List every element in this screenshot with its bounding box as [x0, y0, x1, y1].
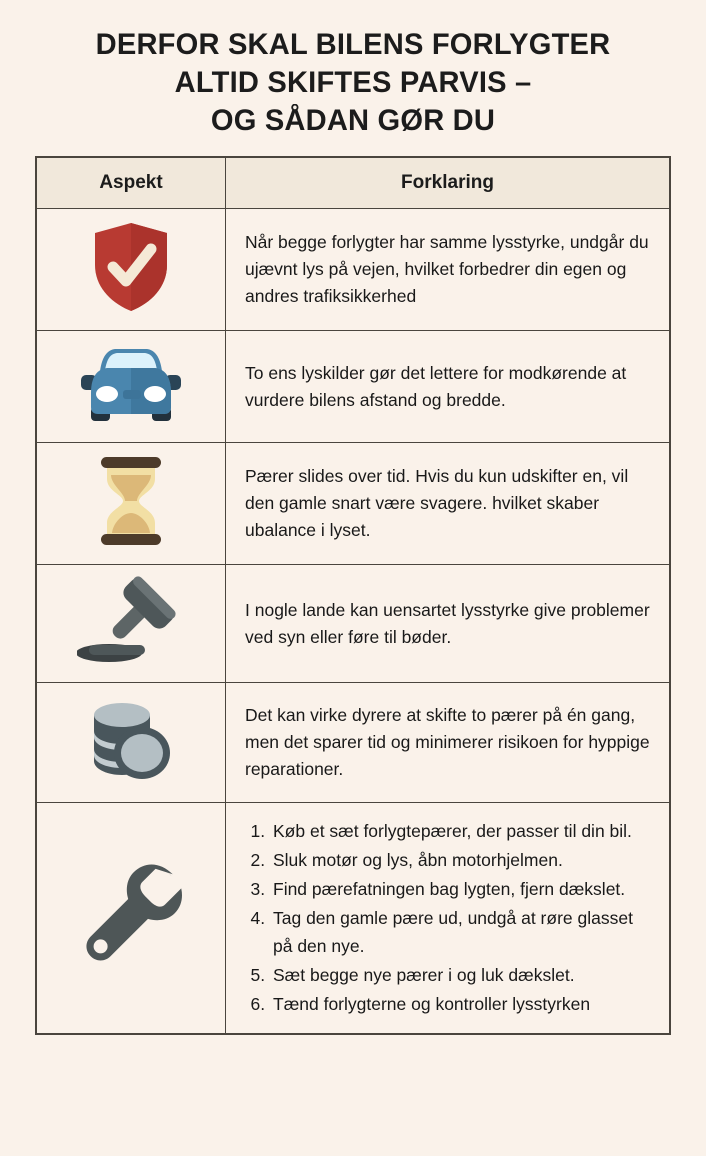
steps-list [245, 817, 655, 1018]
row-text: To ens lyskilder gør det lettere for modkørende at vurdere bilens afstand og bredde. [245, 362, 627, 410]
table-row [37, 331, 670, 443]
info-table [36, 157, 670, 1034]
text-cell [226, 803, 670, 1034]
car-front-icon [79, 341, 183, 427]
icon-cell [37, 331, 226, 443]
coins-stack-icon [84, 693, 178, 787]
text-cell [226, 443, 670, 565]
icon-cell [37, 565, 226, 683]
table-row [37, 683, 670, 803]
title-line-2: ALTID SKIFTES PARVIS – [174, 66, 532, 99]
hourglass-icon [91, 453, 171, 549]
table-row [37, 565, 670, 683]
row-text: Når begge forlygter har samme lysstyrke, undgår du ujævnt lys på vejen, hvilket forbedrer din egen og andres trafiksikkerhed [245, 232, 649, 306]
table-row [37, 803, 670, 1034]
list-item: 6. Tænd forlygterne og kontroller lysstyrken [270, 990, 655, 1018]
text-cell [226, 565, 670, 683]
text-cell [226, 209, 670, 331]
row-text: Det kan virke dyrere at skifte to pærer på én gang, men det sparer tid og minimerer risikoen for hyppige reparationer. [245, 705, 650, 779]
table-row [37, 443, 670, 565]
wrench-icon [76, 855, 186, 977]
list-item: 1. Køb et sæt forlygtepærer, der passer til din bil. [270, 817, 655, 845]
shield-check-icon [87, 219, 175, 315]
list-item: 5. Sæt begge nye pærer i og luk dækslet. [270, 961, 655, 989]
gavel-icon [77, 575, 185, 667]
icon-cell [37, 683, 226, 803]
icon-cell [37, 443, 226, 565]
title-line-1: DERFOR SKAL BILENS FORLYGTER [95, 28, 611, 61]
icon-cell [37, 803, 226, 1034]
text-cell [226, 331, 670, 443]
column-header-forklaring: Forklaring [226, 158, 670, 209]
row-text: I nogle lande kan uensartet lysstyrke give problemer ved syn eller føre til bøder. [245, 599, 650, 647]
title-line-3: OG SÅDAN GØR DU [210, 104, 496, 137]
table-body [37, 209, 670, 1034]
info-table-wrapper [35, 156, 671, 1035]
icon-cell [37, 209, 226, 331]
table-header-row [37, 158, 670, 209]
table-row [37, 209, 670, 331]
list-item: 2. Sluk motør og lys, åbn motorhjelmen. [270, 846, 655, 874]
text-cell [226, 683, 670, 803]
column-header-aspekt: Aspekt [37, 158, 226, 209]
page-title [0, 0, 706, 140]
list-item: 3. Find pærefatningen bag lygten, fjern dækslet. [270, 875, 655, 903]
row-text: Pærer slides over tid. Hvis du kun udskifter en, vil den gamle snart være svagere. hvilket skaber ubalance i lyset. [245, 466, 629, 540]
list-item: 4. Tag den gamle pære ud, undgå at røre glasset på den nye. [270, 904, 655, 960]
table-header [37, 158, 670, 209]
